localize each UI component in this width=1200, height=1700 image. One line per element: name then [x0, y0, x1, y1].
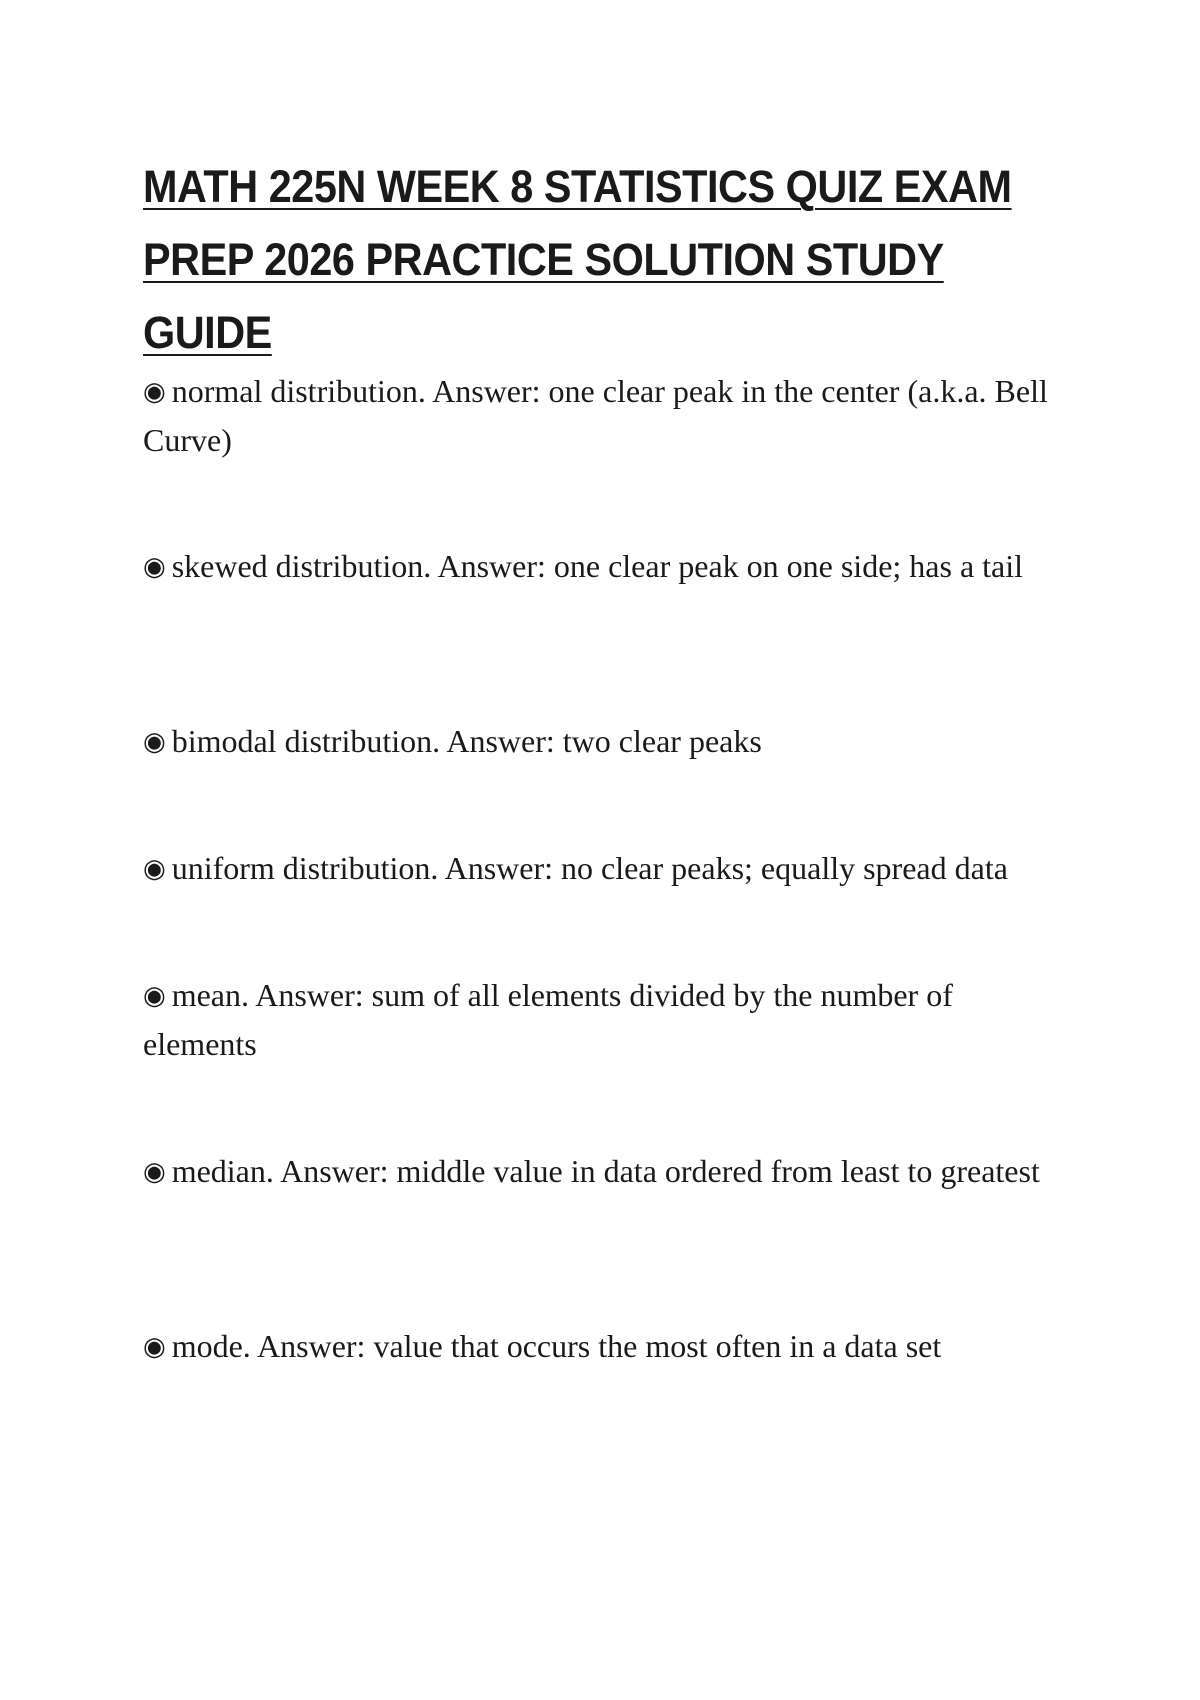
item-text: median. Answer: middle value in data ordered from least to greatest: [171, 1153, 1040, 1189]
radio-bullet-icon: ◉: [143, 552, 166, 581]
list-item: [143, 972, 1073, 1068]
item-text: uniform distribution. Answer: no clear peaks; equally spread data: [171, 850, 1008, 886]
item-text: skewed distribution. Answer: one clear peak on one side; has a tail: [171, 548, 1024, 584]
page-title: MATH 225N WEEK 8 STATISTICS QUIZ EXAM PREP 2026 PRACTICE SOLUTION STUDY GUIDE: [143, 161, 1012, 358]
document-page: [143, 150, 1073, 1364]
radio-bullet-icon: ◉: [143, 854, 166, 883]
radio-bullet-icon: ◉: [143, 377, 166, 406]
list-item: [143, 718, 1073, 767]
item-text: bimodal distribution. Answer: two clear peaks: [171, 723, 762, 759]
radio-bullet-icon: ◉: [143, 1332, 166, 1361]
list-item: [143, 845, 1073, 894]
list-item: [143, 543, 1073, 592]
list-item: [143, 368, 1073, 464]
list-item: [143, 1148, 1073, 1197]
radio-bullet-icon: ◉: [143, 981, 166, 1010]
radio-bullet-icon: ◉: [143, 727, 166, 756]
list-item: [143, 1323, 1073, 1372]
radio-bullet-icon: ◉: [143, 1157, 166, 1186]
item-text: mean. Answer: sum of all elements divided by the number of elements: [143, 977, 953, 1062]
item-text: mode. Answer: value that occurs the most often in a data set: [171, 1328, 942, 1364]
item-text: normal distribution. Answer: one clear peak in the center (a.k.a. Bell Curve): [143, 373, 1048, 458]
